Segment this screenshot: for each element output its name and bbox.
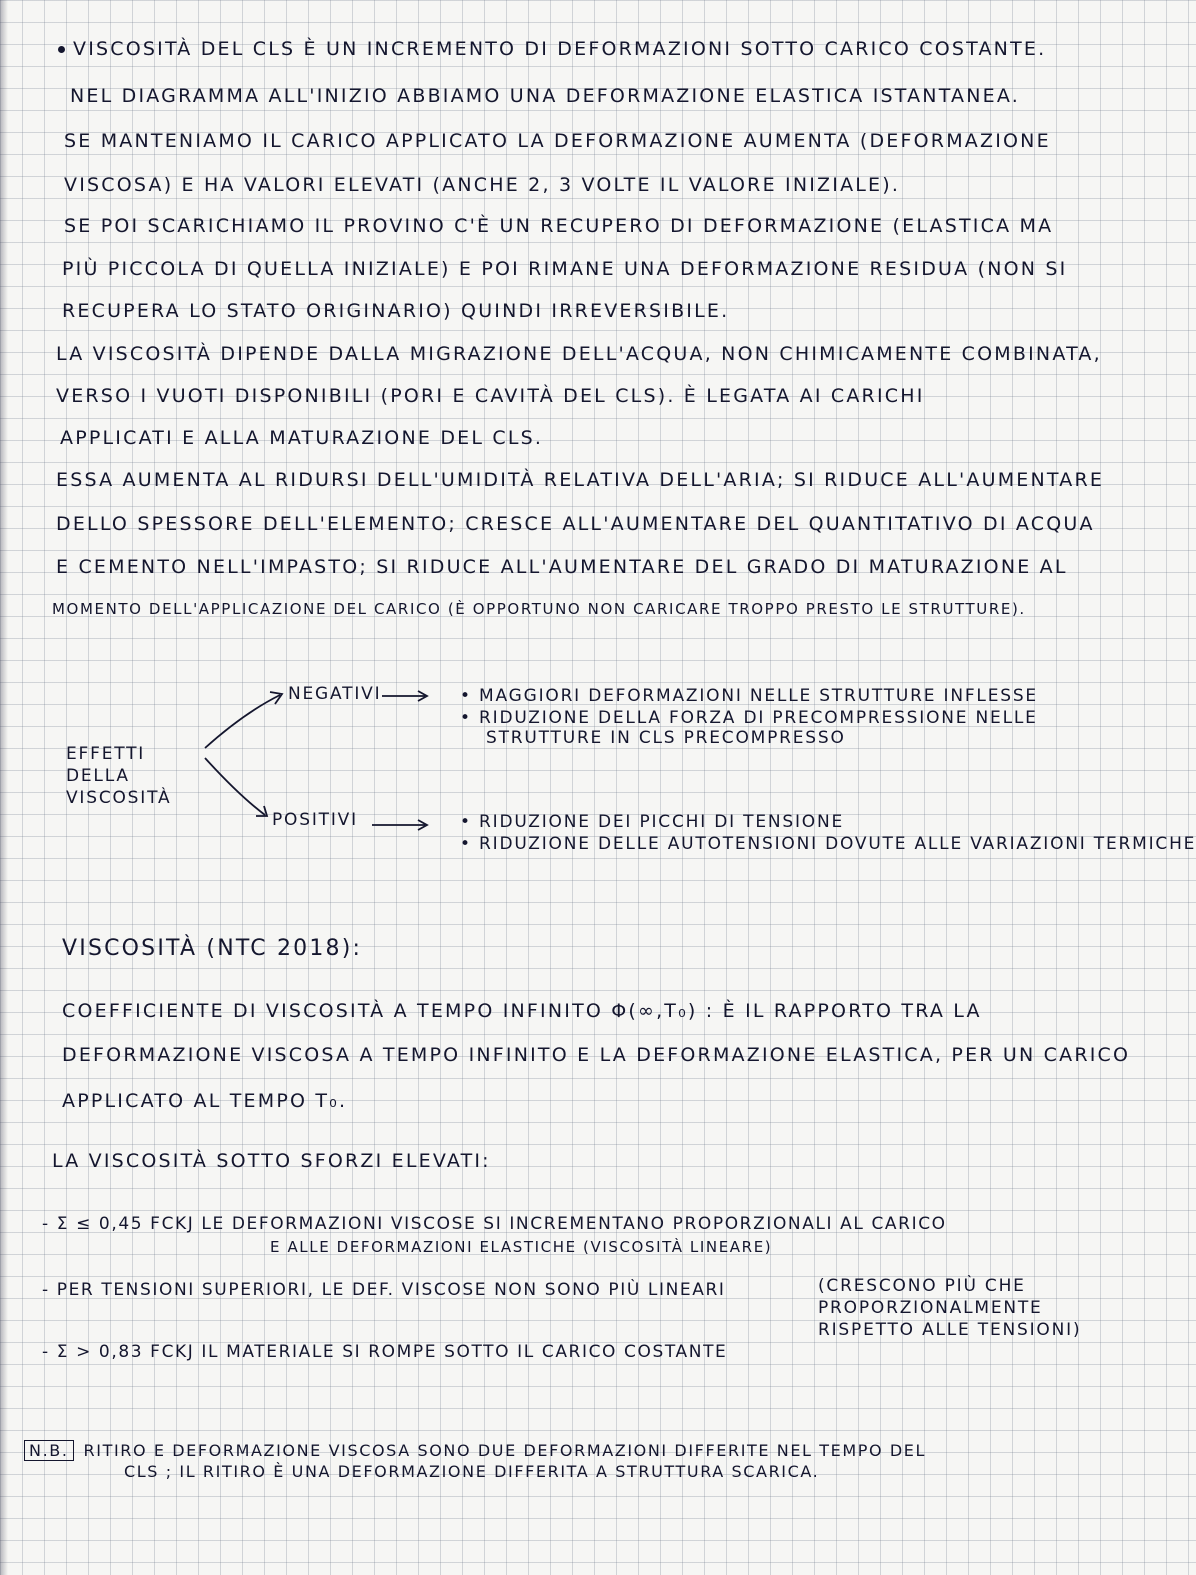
text-line: NEL DIAGRAMMA ALL'INIZIO ABBIAMO UNA DEFORMAZIONE ELASTICA ISTANTANEA.	[70, 85, 1020, 107]
negative-label: NEGATIVI	[288, 684, 382, 704]
ntc-line: COEFFICIENTE DI VISCOSITÀ A TEMPO INFINITO Φ(∞,T₀) : È IL RAPPORTO TRA LA	[62, 1000, 982, 1022]
negative-item: • RIDUZIONE DELLA FORZA DI PRECOMPRESSIONE NELLE	[460, 708, 1038, 728]
high-stress-note: RISPETTO ALLE TENSIONI)	[818, 1320, 1082, 1340]
high-stress-item-cont: E ALLE DEFORMAZIONI ELASTICHE (VISCOSITÀ LINEARE)	[270, 1238, 773, 1256]
text-line: APPLICATI E ALLA MATURAZIONE DEL CLS.	[60, 427, 544, 449]
ntc-line: DEFORMAZIONE VISCOSA A TEMPO INFINITO E LA DEFORMAZIONE ELASTICA, PER UN CARICO	[62, 1044, 1131, 1066]
text-line: MOMENTO DELL'APPLICAZIONE DEL CARICO (È OPPORTUNO NON CARICARE TROPPO PRESTO LE STRUTTURE).	[52, 600, 1026, 618]
nb-tag: N.B.	[24, 1440, 74, 1461]
text-line: RECUPERA LO STATO ORIGINARIO) QUINDI IRREVERSIBILE.	[62, 300, 730, 322]
positive-label: POSITIVI	[272, 810, 358, 830]
text-line: LA VISCOSITÀ DIPENDE DALLA MIGRAZIONE DELL'ACQUA, NON CHIMICAMENTE COMBINATA,	[56, 343, 1102, 365]
text-line: VISCOSA) E HA VALORI ELEVATI (ANCHE 2, 3 VOLTE IL VALORE INIZIALE).	[64, 174, 901, 196]
positive-item: • RIDUZIONE DEI PICCHI DI TENSIONE	[460, 812, 845, 832]
high-stress-item: - PER TENSIONI SUPERIORI, LE DEF. VISCOSE NON SONO PIÙ LINEARI	[42, 1280, 726, 1300]
note-line	[24, 1440, 1107, 1461]
high-stress-item: - Σ > 0,83 FCKJ IL MATERIALE SI ROMPE SOTTO IL CARICO COSTANTE	[42, 1342, 728, 1362]
high-stress-heading: LA VISCOSITÀ SOTTO SFORZI ELEVATI:	[52, 1150, 491, 1172]
text-line: SE MANTENIAMO IL CARICO APPLICATO LA DEFORMAZIONE AUMENTA (DEFORMAZIONE	[64, 130, 1051, 152]
positive-item: • RIDUZIONE DELLE AUTOTENSIONI DOVUTE ALLE VARIAZIONI TERMICHE	[460, 834, 1196, 854]
high-stress-note: (CRESCONO PIÙ CHE	[818, 1276, 1026, 1296]
high-stress-item: - Σ ≤ 0,45 FCKJ LE DEFORMAZIONI VISCOSE SI INCREMENTANO PROPORZIONALI AL CARICO	[42, 1214, 947, 1234]
ntc-line: APPLICATO AL TEMPO T₀.	[62, 1090, 348, 1112]
ntc-heading: VISCOSITÀ (NTC 2018):	[62, 936, 363, 961]
text-line: VERSO I VUOTI DISPONIBILI (PORI E CAVITÀ DEL CLS). È LEGATA AI CARICHI	[56, 385, 925, 407]
text-line: PIÙ PICCOLA DI QUELLA INIZIALE) E POI RIMANE UNA DEFORMAZIONE RESIDUA (NON SI	[62, 258, 1068, 280]
note-line: CLS ; IL RITIRO È UNA DEFORMAZIONE DIFFERITA A STRUTTURA SCARICA.	[124, 1462, 820, 1481]
text-line: DELLO SPESSORE DELL'ELEMENTO; CRESCE ALL'AUMENTARE DEL QUANTITATIVO DI ACQUA	[56, 513, 1095, 535]
text-line: ESSA AUMENTA AL RIDURSI DELL'UMIDITÀ RELATIVA DELL'ARIA; SI RIDUCE ALL'AUMENTARE	[56, 469, 1105, 491]
note-text: RITIRO E DEFORMAZIONE VISCOSA SONO DUE DEFORMAZIONI DIFFERITE NEL TEMPO DEL	[83, 1441, 927, 1460]
text-line: SE POI SCARICHIAMO IL PROVINO C'È UN RECUPERO DI DEFORMAZIONE (ELASTICA MA	[64, 215, 1054, 237]
negative-item: STRUTTURE IN CLS PRECOMPRESSO	[486, 728, 846, 748]
diagram-root-line-1: EFFETTI	[66, 744, 146, 764]
diagram-root-line-3: VISCOSITÀ	[66, 788, 172, 808]
definition-line: VISCOSITÀ DEL CLS È UN INCREMENTO DI DEFORMAZIONI SOTTO CARICO COSTANTE.	[73, 38, 1047, 60]
negative-item: • MAGGIORI DEFORMAZIONI NELLE STRUTTURE INFLESSE	[460, 686, 1038, 706]
diagram-root-line-2: DELLA	[66, 766, 130, 786]
text-line: E CEMENTO NELL'IMPASTO; SI RIDUCE ALL'AUMENTARE DEL GRADO DI MATURAZIONE AL	[56, 556, 1068, 578]
high-stress-note: PROPORZIONALMENTE	[818, 1298, 1043, 1318]
